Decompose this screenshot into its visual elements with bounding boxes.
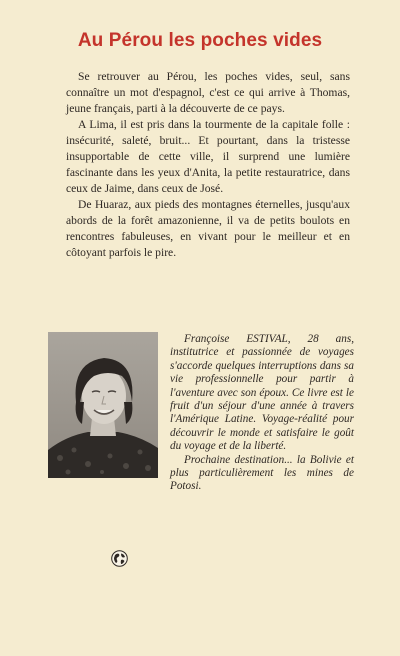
author-portrait-icon — [48, 332, 158, 478]
globe-icon — [111, 550, 128, 567]
summary-paragraph: Se retrouver au Pérou, les poches vides, seul, sans connaître un mot d'espagnol, c'est ce qui arrive à Thomas, jeune français, parti à la découverte de ce pays. — [66, 70, 350, 115]
summary-paragraph: A Lima, il est pris dans la tourmente de la capitale folle : insécurité, saleté, bruit... Et pourtant, dans la tristesse insupportable de cette ville, il surprend une lumière fascinante dans les yeux d'Anita, la petite restauratrice, dans ceux de Jaime, dans ceux de José. — [66, 118, 350, 195]
summary-paragraph: De Huaraz, aux pieds des montagnes éternelles, jusqu'aux abords de la forêt amazonienne, il va de petits boulots en rencontres fabuleuses, en vivant pour le meilleur et en côtoyant parfois le pire. — [66, 198, 350, 259]
author-photo — [48, 332, 158, 478]
next-destination: Prochaine destination... la Bolivie et plus particulièrement les mines de Potosi. — [170, 453, 354, 493]
book-summary — [66, 69, 350, 261]
author-bio — [170, 333, 354, 494]
book-title: Au Pérou les poches vides — [77, 30, 323, 51]
author-bio-text: Françoise ESTIVAL, 28 ans, institutrice et passionnée de voyages s'accorde quelques interruptions dans sa vie professionnelle pour partir à l'aventure avec son époux. Ce livre est le fruit d'un séjour d'une année à travers l'Amérique Latine. Voyage-réalité pour découvrir le monde et satisfaire le goût du voyage et de la liberté. — [170, 333, 354, 453]
